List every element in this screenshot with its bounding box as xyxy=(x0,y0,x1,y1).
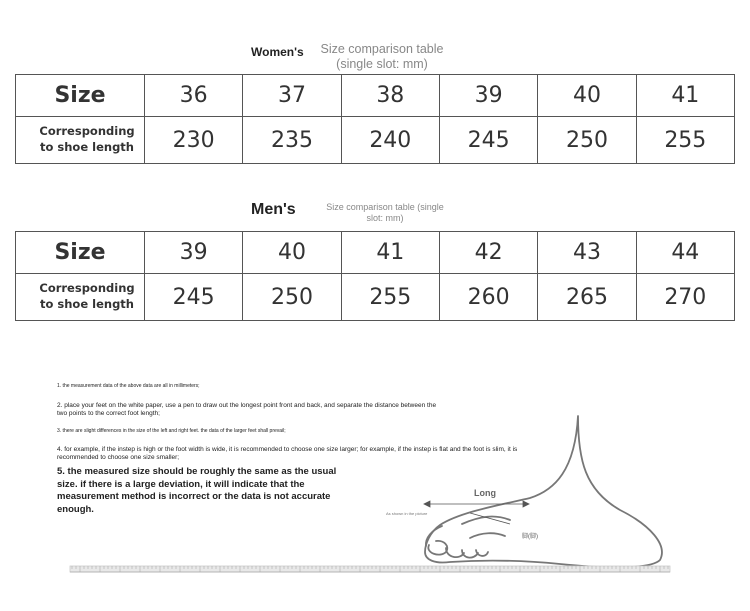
size-cell: 36 xyxy=(145,75,243,117)
size-cell: 41 xyxy=(341,232,439,274)
note-4: 4. for example, if the instep is high or the foot width is wide, it is recommended to choose one size larger; for example, if the instep is flat and the foot is slim, it is recommended to choose one size smaller; xyxy=(57,446,518,461)
men-title: Size comparison table (single xyxy=(326,202,444,212)
size-cell: 43 xyxy=(538,232,636,274)
size-cell: 41 xyxy=(636,75,734,117)
length-cell: 255 xyxy=(341,274,439,321)
length-cell: 260 xyxy=(439,274,537,321)
length-cell: 265 xyxy=(538,274,636,321)
size-cell: 37 xyxy=(243,75,341,117)
men-subtitle: slot: mm) xyxy=(366,213,404,223)
length-label-line-2: to shoe length xyxy=(40,297,134,311)
women-subtitle: (single slot: mm) xyxy=(336,57,428,71)
as-shown-caption: As shown in the picture xyxy=(386,511,428,516)
length-cell: 245 xyxy=(439,117,537,164)
size-cell: 44 xyxy=(636,232,734,274)
size-row-label: Size xyxy=(16,75,145,117)
size-cell: 39 xyxy=(439,75,537,117)
length-cell: 235 xyxy=(243,117,341,164)
women-title-prefix: Women's xyxy=(251,45,304,59)
length-cell: 270 xyxy=(636,274,734,321)
length-label-line-2: to shoe length xyxy=(40,140,134,154)
note-5: 5. the measured size should be roughly the same as the usual size. if there is a large deviation, it will indicate that the measurement method is incorrect or the data is not accurate enough. xyxy=(57,466,337,515)
length-cell: 230 xyxy=(145,117,243,164)
size-cell: 40 xyxy=(538,75,636,117)
length-label-line-1: Corresponding xyxy=(39,281,135,296)
length-cell: 245 xyxy=(145,274,243,321)
length-cell: 240 xyxy=(341,117,439,164)
long-label: Long xyxy=(474,488,496,498)
note-2: 2. place your feet on the white paper, use a pen to draw out the longest point front and back, and separate the distance between the two points to the correct foot length; xyxy=(57,402,437,417)
length-arrow xyxy=(424,501,529,524)
foot-outline xyxy=(425,416,662,567)
length-cell: 255 xyxy=(636,117,734,164)
size-cell: 42 xyxy=(439,232,537,274)
men-title-prefix: Men's xyxy=(251,201,296,218)
women-title: Size comparison table xyxy=(320,42,444,56)
length-cell: 250 xyxy=(538,117,636,164)
length-label-line-1: Corresponding xyxy=(39,124,135,139)
length-cell: 250 xyxy=(243,274,341,321)
foot-mark-label: 脚(脚) xyxy=(522,534,538,540)
size-cell: 40 xyxy=(243,232,341,274)
note-1: 1. the measurement data of the above data are all in millimeters; xyxy=(57,383,200,389)
size-row-label: Size xyxy=(16,232,145,274)
size-cell: 38 xyxy=(341,75,439,117)
note-3: 3. there are slight differences in the size of the left and right feet. the data of the larger feet shall prevail; xyxy=(57,428,286,434)
size-cell: 39 xyxy=(145,232,243,274)
